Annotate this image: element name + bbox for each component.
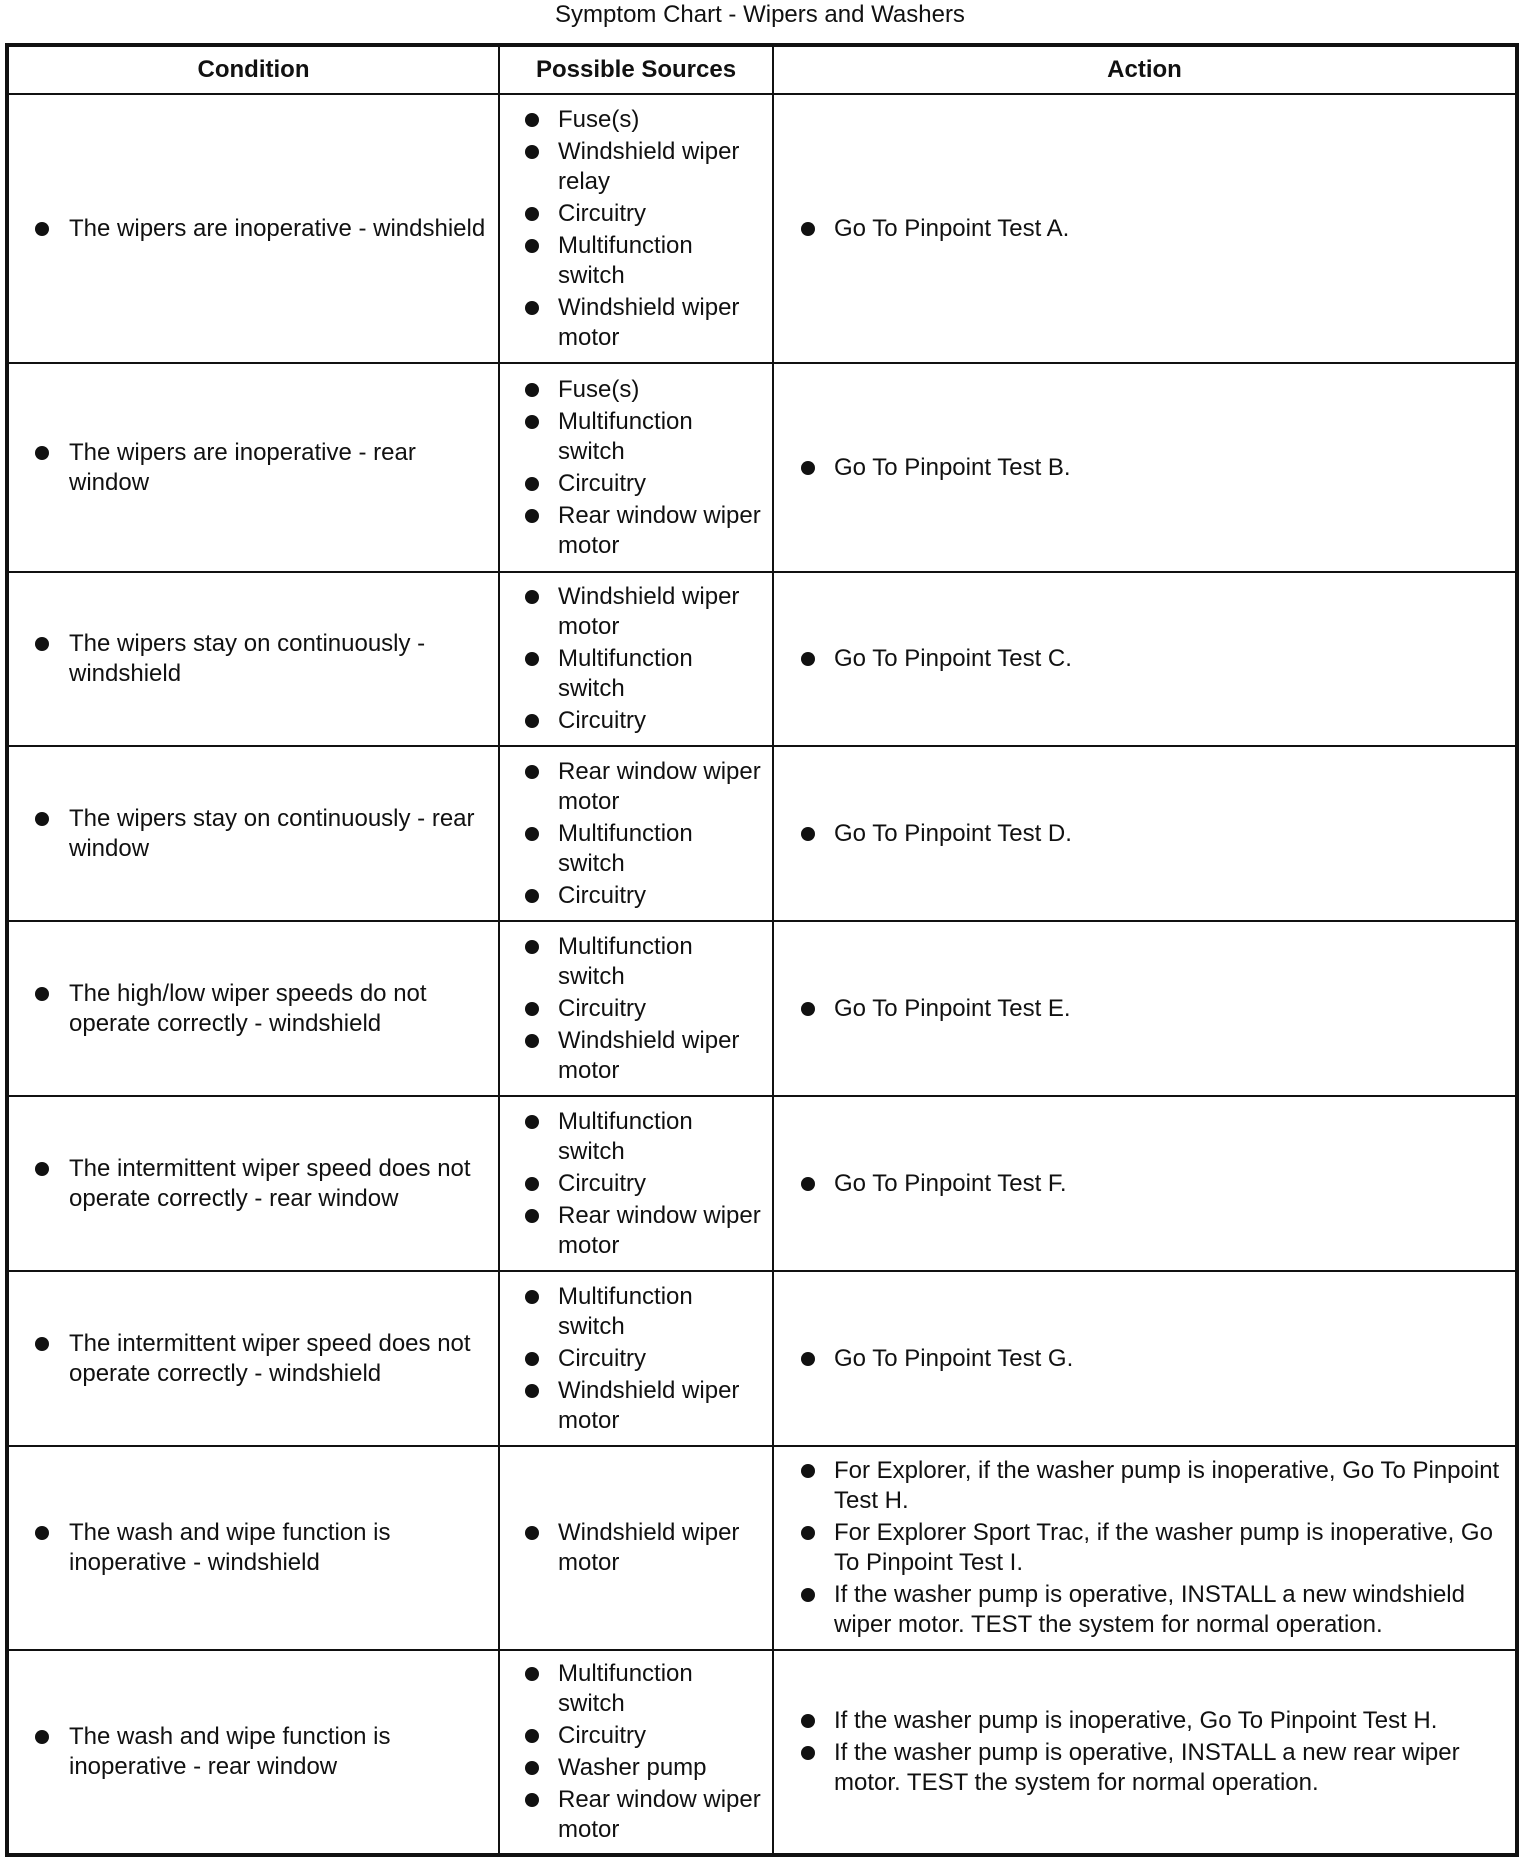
table-row bbox=[7, 572, 1517, 746]
source-item: Circuitry bbox=[558, 1169, 764, 1199]
condition-item: The wipers stay on continuously - rear window bbox=[69, 804, 492, 864]
source-item: Rear window wiper motor bbox=[558, 501, 764, 561]
header-condition: Condition bbox=[7, 45, 499, 94]
action-cell bbox=[773, 94, 1517, 363]
source-item: Multifunction switch bbox=[558, 819, 764, 879]
sources-cell bbox=[499, 1650, 773, 1855]
condition-cell bbox=[7, 921, 499, 1096]
condition-cell bbox=[7, 1446, 499, 1650]
action-cell bbox=[773, 921, 1517, 1096]
source-item: Circuitry bbox=[558, 469, 764, 499]
source-item: Circuitry bbox=[558, 1344, 764, 1374]
condition-item: The wash and wipe function is inoperative - rear window bbox=[69, 1722, 492, 1782]
action-cell bbox=[773, 1446, 1517, 1650]
condition-cell bbox=[7, 1271, 499, 1446]
source-item: Windshield wiper motor bbox=[558, 582, 764, 642]
source-item: Rear window wiper motor bbox=[558, 757, 764, 817]
source-item: Multifunction switch bbox=[558, 644, 764, 704]
condition-cell bbox=[7, 1096, 499, 1271]
sources-cell bbox=[499, 1271, 773, 1446]
condition-item: The wipers stay on continuously - windshield bbox=[69, 629, 492, 689]
sources-cell bbox=[499, 921, 773, 1096]
action-item: For Explorer, if the washer pump is inoperative, Go To Pinpoint Test H. bbox=[834, 1456, 1505, 1516]
source-item: Fuse(s) bbox=[558, 375, 764, 405]
action-item: Go To Pinpoint Test C. bbox=[834, 644, 1505, 674]
source-item: Circuitry bbox=[558, 1721, 764, 1751]
sources-cell bbox=[499, 1446, 773, 1650]
sources-cell bbox=[499, 746, 773, 921]
action-item: If the washer pump is operative, INSTALL a new rear wiper motor. TEST the system for normal operation. bbox=[834, 1738, 1505, 1798]
sources-cell bbox=[499, 363, 773, 572]
table-row bbox=[7, 1271, 1517, 1446]
condition-item: The intermittent wiper speed does not operate correctly - windshield bbox=[69, 1329, 492, 1389]
source-item: Circuitry bbox=[558, 881, 764, 911]
source-item: Circuitry bbox=[558, 994, 764, 1024]
table-row bbox=[7, 746, 1517, 921]
action-item: Go To Pinpoint Test B. bbox=[834, 453, 1505, 483]
source-item: Circuitry bbox=[558, 706, 764, 736]
condition-item: The high/low wiper speeds do not operate correctly - windshield bbox=[69, 979, 492, 1039]
action-item: If the washer pump is inoperative, Go To Pinpoint Test H. bbox=[834, 1706, 1505, 1736]
header-action: Action bbox=[773, 45, 1517, 94]
table-body bbox=[7, 94, 1517, 1855]
source-item: Circuitry bbox=[558, 199, 764, 229]
table-row bbox=[7, 363, 1517, 572]
condition-cell bbox=[7, 363, 499, 572]
condition-cell bbox=[7, 746, 499, 921]
table-row bbox=[7, 1096, 1517, 1271]
table-row bbox=[7, 1446, 1517, 1650]
source-item: Rear window wiper motor bbox=[558, 1201, 764, 1261]
condition-item: The wipers are inoperative - rear window bbox=[69, 438, 492, 498]
condition-cell bbox=[7, 572, 499, 746]
action-item: Go To Pinpoint Test D. bbox=[834, 819, 1505, 849]
source-item: Rear window wiper motor bbox=[558, 1785, 764, 1845]
table-row bbox=[7, 94, 1517, 363]
page-title: Symptom Chart - Wipers and Washers bbox=[555, 1, 965, 28]
source-item: Multifunction switch bbox=[558, 1282, 764, 1342]
condition-item: The intermittent wiper speed does not operate correctly - rear window bbox=[69, 1154, 492, 1214]
source-item: Windshield wiper motor bbox=[558, 293, 764, 353]
header-possible-sources: Possible Sources bbox=[499, 45, 773, 94]
action-item: If the washer pump is operative, INSTALL a new windshield wiper motor. TEST the system for normal operation. bbox=[834, 1580, 1505, 1640]
source-item: Multifunction switch bbox=[558, 1107, 764, 1167]
condition-item: The wipers are inoperative - windshield bbox=[69, 214, 492, 244]
condition-cell bbox=[7, 94, 499, 363]
action-cell bbox=[773, 1271, 1517, 1446]
sources-cell bbox=[499, 94, 773, 363]
source-item: Washer pump bbox=[558, 1753, 764, 1783]
action-cell bbox=[773, 746, 1517, 921]
action-item: Go To Pinpoint Test A. bbox=[834, 214, 1505, 244]
table-row bbox=[7, 921, 1517, 1096]
action-item: For Explorer Sport Trac, if the washer pump is inoperative, Go To Pinpoint Test I. bbox=[834, 1518, 1505, 1578]
condition-item: The wash and wipe function is inoperative - windshield bbox=[69, 1518, 492, 1578]
symptom-table bbox=[5, 43, 1519, 1857]
source-item: Windshield wiper motor bbox=[558, 1026, 764, 1086]
action-cell bbox=[773, 363, 1517, 572]
action-cell bbox=[773, 1096, 1517, 1271]
action-item: Go To Pinpoint Test G. bbox=[834, 1344, 1505, 1374]
table-row bbox=[7, 1650, 1517, 1855]
action-cell bbox=[773, 1650, 1517, 1855]
source-item: Windshield wiper motor bbox=[558, 1376, 764, 1436]
sources-cell bbox=[499, 1096, 773, 1271]
source-item: Multifunction switch bbox=[558, 1659, 764, 1719]
action-item: Go To Pinpoint Test E. bbox=[834, 994, 1505, 1024]
source-item: Fuse(s) bbox=[558, 105, 764, 135]
action-cell bbox=[773, 572, 1517, 746]
source-item: Windshield wiper motor bbox=[558, 1518, 764, 1578]
source-item: Multifunction switch bbox=[558, 231, 764, 291]
source-item: Windshield wiper relay bbox=[558, 137, 764, 197]
source-item: Multifunction switch bbox=[558, 932, 764, 992]
sources-cell bbox=[499, 572, 773, 746]
action-item: Go To Pinpoint Test F. bbox=[834, 1169, 1505, 1199]
condition-cell bbox=[7, 1650, 499, 1855]
header-row bbox=[7, 45, 1517, 94]
source-item: Multifunction switch bbox=[558, 407, 764, 467]
